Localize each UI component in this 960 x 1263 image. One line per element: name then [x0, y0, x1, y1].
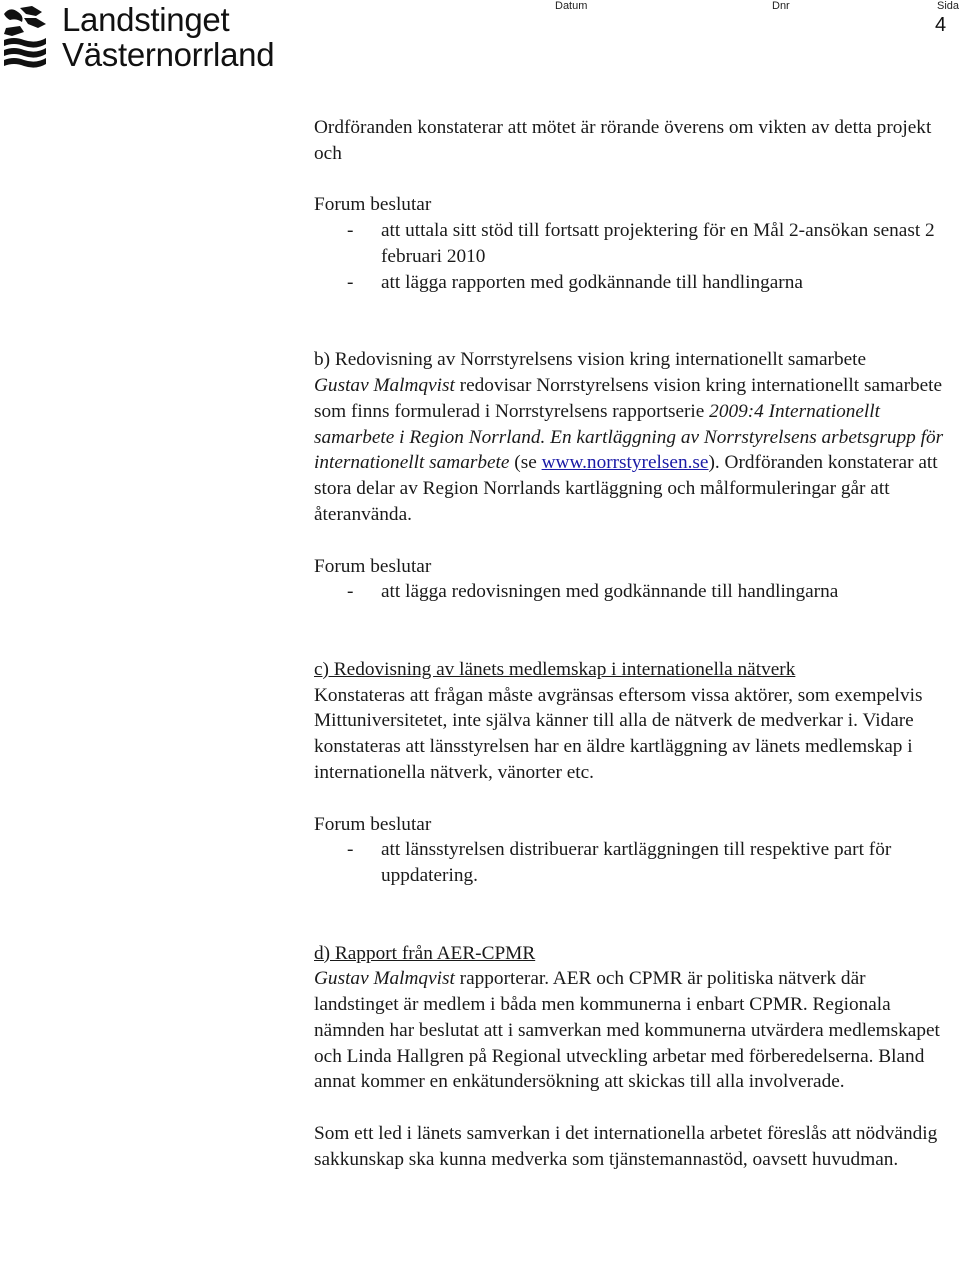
section-d-body [314, 966, 954, 1095]
header-dnr-label: Dnr [772, 0, 790, 12]
section-d-paragraph-2: Som ett led i länets samverkan i det internationella arbetet föreslås att nödvändig sakkunskap ska kunna medverka som tjänstemannastöd, oavsett huvudman. [314, 1123, 938, 1170]
section-b-body [314, 373, 954, 528]
logo-line-2: Västernorrland [62, 36, 275, 73]
logo-line-1: Landstinget [62, 1, 230, 38]
section-d-heading: d) Rapport från AER-CPMR [314, 942, 536, 964]
page-number: 4 [935, 14, 947, 36]
header-datum-label: Datum [555, 0, 588, 12]
bullet-text: att lägga rapporten med godkännande till handlingarna [381, 271, 803, 293]
section-c-heading: c) Redovisning av länets medlemskap i internationella nätverk [314, 658, 796, 680]
body-text: redovisar Norrstyrelsens vision kring internationellt samarbete som finns formulerad i Norrstyrelsens rapportserie [314, 374, 943, 422]
header-sida-label: Sida [937, 0, 960, 12]
norrstyrelsen-link[interactable]: www.norrstyrelsen.se [541, 452, 709, 474]
section-a-bullet: - att uttala sitt stöd till fortsatt projektering för en Mål 2-ansökan senast 2 februari 2010 [314, 218, 954, 270]
section-a-intro: Ordföranden konstaterar att mötet är rörande överens om vikten av detta projekt och [314, 117, 932, 164]
body-text: ). Ordföranden konstaterar att stora delar av Region Norrlands kartläggning och målformuleringar går att återanvända. [314, 452, 938, 525]
document-body [314, 115, 954, 1173]
bullet-text: att länsstyrelsen distribuerar kartläggningen till respektive part för uppdatering. [381, 839, 892, 887]
body-text: rapporterar. AER och CPMR är politiska nätverk där landstinget är medlem i båda men kommunerna i enbart CPMR. Regionala nämnden har beslutat att i samverkan med kommunerna utvärdera medlemskapet och Linda Hallgren på Regional utveckling arbetar med förberedelserna. Bland annat kommer en enkätundersökning att skickas till alla involverade. [314, 968, 940, 1093]
section-b-bullet: - att lägga redovisningen med godkännande till handlingarna [314, 579, 954, 605]
presenter-name: Gustav Malmqvist [314, 968, 455, 990]
section-c-body: Konstateras att frågan måste avgränsas eftersom vissa aktörer, som exempelvis Mittuniversitetet, inte själva känner till alla de nätverk de medverkar i. Vidare konstateras att länsstyrelsen har en äldre kartläggning av länets medlemskap i internationella nätverk, vänorter etc. [314, 684, 923, 783]
section-a-bullet: - att lägga rapporten med godkännande till handlingarna [314, 270, 954, 296]
presenter-name: Gustav Malmqvist [314, 374, 455, 396]
bullet-text: att uttala sitt stöd till fortsatt projektering för en Mål 2-ansökan senast 2 februari 2010 [381, 220, 935, 267]
section-c-forum-label: Forum beslutar [314, 813, 432, 835]
landstinget-logo-icon [2, 4, 48, 70]
logo [0, 0, 300, 80]
logo-wordmark [62, 2, 302, 72]
bullet-text: att lägga redovisningen med godkännande till handlingarna [381, 581, 839, 603]
body-text: (se [509, 452, 542, 474]
section-b-forum-label: Forum beslutar [314, 555, 432, 577]
report-title: 2009:4 Internationellt samarbete i Region Norrland. En kartläggning av Norrstyrelsens arbetsgrupp för internationellt samarbete [314, 400, 944, 474]
section-c-bullet: - att länsstyrelsen distribuerar kartläggningen till respektive part för uppdatering. [314, 837, 954, 889]
section-b-heading: b) Redovisning av Norrstyrelsens vision kring internationellt samarbete [314, 349, 867, 371]
section-a-forum-label: Forum beslutar [314, 194, 432, 216]
